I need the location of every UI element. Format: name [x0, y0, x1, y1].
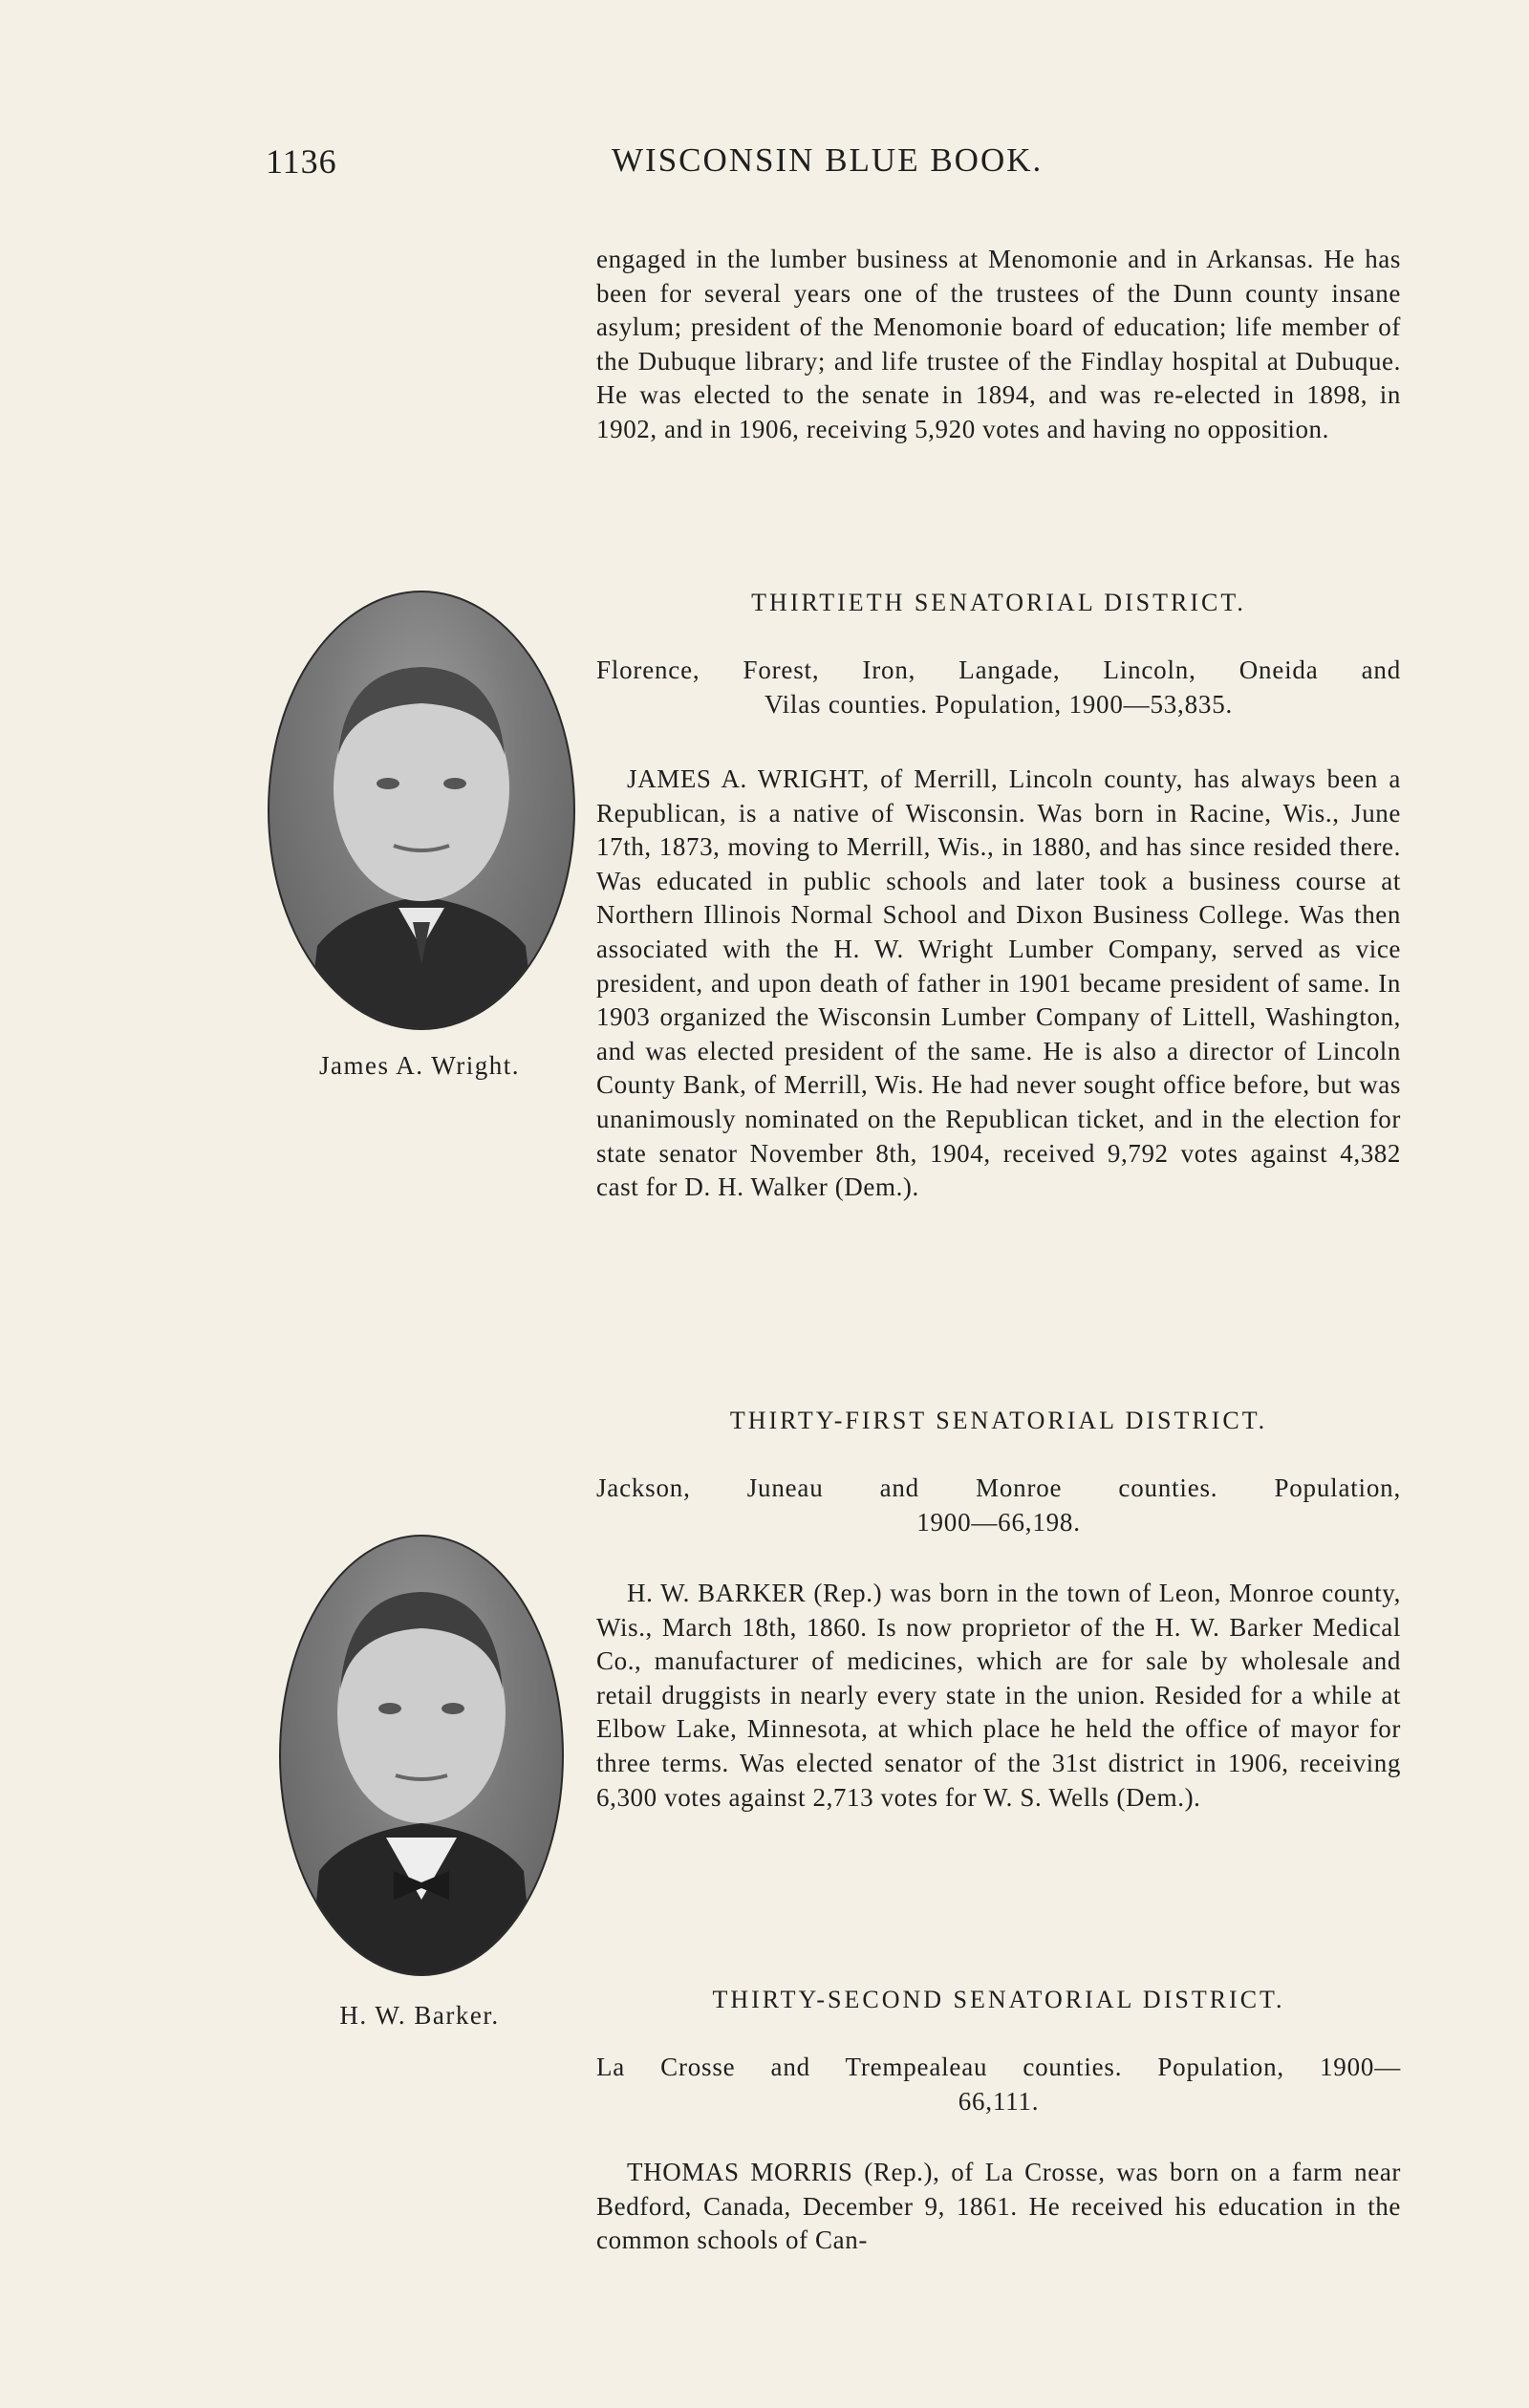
bio-thomas-morris: THOMAS MORRIS (Rep.), of La Crosse, was born on a farm near Bedford, Canada, December 9, 1861. He received his education in the common schools of Can-: [596, 2158, 1401, 2255]
district-description-line: Florence, Forest, Iron, Langade, Lincoln, Oneida and: [596, 656, 1401, 684]
district-description-thirty-second: [596, 2051, 1401, 2118]
district-heading-thirty-second: THIRTY-SECOND SENATORIAL DISTRICT.: [712, 1986, 1285, 2013]
portrait-photo: [269, 592, 573, 1028]
district-heading-thirty-first: THIRTY-FIRST SENATORIAL DISTRICT.: [729, 1407, 1268, 1434]
district-description-line: Vilas counties. Population, 1900—53,835.: [764, 689, 1234, 719]
page-number: 1136: [266, 142, 337, 181]
bio-hw-barker-block: [596, 1577, 1401, 1815]
caption-hw-barker: H. W. Barker.: [339, 2001, 500, 2030]
district-description-thirty-first: [596, 1472, 1401, 1539]
bio-hw-barker: H. W. BARKER (Rep.) was born in the town of Leon, Monroe county, Wis., March 18th, 1860. Is now proprietor of the H. W. Barker Medical Co., manufacturer of medicines, which are for sale by wholesale and retail druggists in nearly every state in the union. Resided for a while at Elbow Lake, Minnesota, at which place he held the office of mayor for three terms. Was elected senator of the 31st district in 1906, receiving 6,300 votes against 2,713 votes for W. S. Wells (Dem.).: [596, 1579, 1401, 1812]
running-title: WISCONSIN BLUE BOOK.: [612, 141, 1044, 179]
caption-james-wright: James A. Wright.: [319, 1051, 520, 1080]
district-description-line: 66,111.: [958, 2086, 1040, 2116]
district-description-line: 1900—66,198.: [916, 1507, 1081, 1537]
district-description-line: Jackson, Juneau and Monroe counties. Population,: [596, 1473, 1401, 1502]
page-header: [266, 141, 1412, 189]
district-description-line: La Crosse and Trempealeau counties. Population, 1900—: [596, 2053, 1401, 2081]
bio-thomas-morris-block: [596, 2156, 1401, 2258]
bio-james-wright-block: [596, 763, 1401, 1205]
portrait-james-wright: [268, 591, 575, 1030]
intro-paragraph: engaged in the lumber business at Menomonie and in Arkansas. He has been for several years one of the trustees of the Dunn county insane asylum; president of the Menomonie board of education; life member of the Dubuque library; and life trustee of the Findlay hospital at Dubuque. He was elected to the senate in 1894, and was re-elected in 1898, in 1902, and in 1906, receiving 5,920 votes and having no opposition.: [596, 245, 1401, 443]
district-heading-thirtieth: THIRTIETH SENATORIAL DISTRICT.: [751, 589, 1246, 616]
portrait-photo: [281, 1537, 562, 1974]
portrait-hw-barker: [279, 1535, 564, 1976]
district-description-thirtieth: [596, 654, 1401, 721]
bio-james-wright: JAMES A. WRIGHT, of Merrill, Lincoln county, has always been a Republican, is a native of Wisconsin. Was born in Racine, Wis., June 17th, 1873, moving to Merrill, Wis., in 1880, and has since resided there. Was educated in public schools and later took a business course at Northern Illinois Normal School and Dixon Business College. Was then associated with the H. W. Wright Lumber Company, served as vice president, and upon death of father in 1901 became president of same. In 1903 organized the Wisconsin Lumber Company of Littell, Washington, and was elected president of the same. He is also a director of Lincoln County Bank, of Merrill, Wis. He had never sought office before, but was unanimously nominated on the Republican ticket, and in the election for state senator November 8th, 1904, received 9,792 votes against 4,382 cast for D. H. Walker (Dem.).: [596, 764, 1401, 1202]
intro-paragraph-block: [596, 243, 1401, 447]
